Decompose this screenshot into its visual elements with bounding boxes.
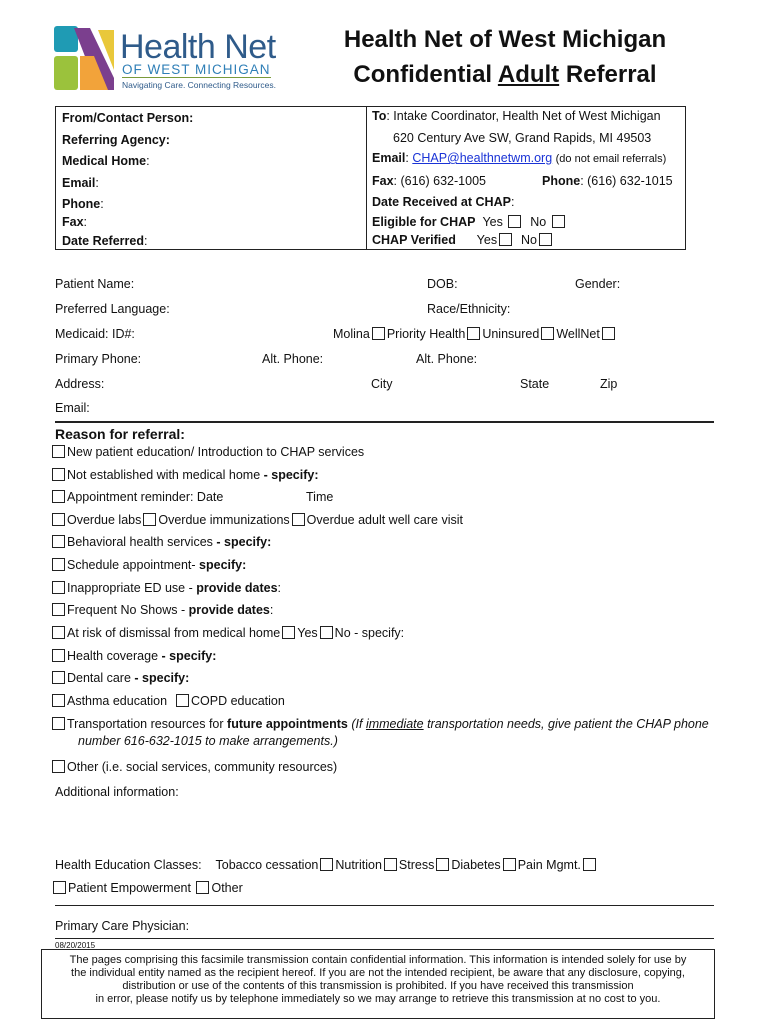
city-label[interactable]: City [371, 377, 393, 391]
verified-no-checkbox[interactable] [539, 233, 552, 246]
nutrition-checkbox[interactable] [384, 858, 397, 871]
reason-3-checkbox[interactable] [52, 490, 65, 503]
from-contact-label[interactable]: From/Contact Person: [62, 111, 194, 125]
logo-name-line1: Health Net [120, 28, 276, 66]
pcp-label[interactable]: Primary Care Physician: [55, 919, 190, 933]
title-pre: Confidential [353, 61, 498, 88]
reason-row-2: Not established with medical home - specify: [50, 468, 319, 482]
priority-health-checkbox[interactable] [467, 327, 480, 340]
uninsured-checkbox[interactable] [541, 327, 554, 340]
reason-row-9: At risk of dismissal from medical home Yes No - specify: [50, 626, 404, 640]
table-divider [366, 107, 367, 249]
date-referred-label[interactable]: Date Referred: [62, 234, 148, 248]
dismissal-no-checkbox[interactable] [320, 626, 333, 639]
patient-email-label[interactable]: Email: [55, 401, 90, 415]
reason-7-checkbox[interactable] [52, 581, 65, 594]
document-title [300, 22, 710, 92]
reason-6-checkbox[interactable] [52, 558, 65, 571]
reason-2-checkbox[interactable] [52, 468, 65, 481]
reason-14-checkbox[interactable] [52, 760, 65, 773]
gender-label[interactable]: Gender: [575, 277, 621, 291]
medicaid-label[interactable]: Medicaid: ID#: [55, 327, 135, 341]
classes-row-1: Health Education Classes: Tobacco cessation Nutrition Stress Diabetes Pain Mgmt. [55, 858, 598, 872]
eligible-yes-checkbox[interactable] [508, 215, 521, 228]
reason-row-6: Schedule appointment- specify: [50, 558, 246, 572]
reason-row-7: Inappropriate ED use - provide dates: [50, 581, 281, 595]
date-received-line[interactable]: Date Received at CHAP: [372, 195, 515, 209]
classes-row-2: Patient Empowerment Other [51, 881, 243, 895]
reason-row-1: New patient education/ Introduction to CHAP services [50, 445, 364, 459]
additional-info-label[interactable]: Additional information: [55, 785, 179, 799]
alt-phone-label-2[interactable]: Alt. Phone: [416, 352, 478, 366]
chap-email-link[interactable]: CHAP@healthnetwm.org [412, 151, 553, 165]
confidentiality-notice [41, 949, 715, 1019]
logo-mark-icon [54, 26, 116, 92]
reason-5-checkbox[interactable] [52, 535, 65, 548]
contact-table [55, 106, 686, 250]
reason-row-4: Overdue labs Overdue immunizations Overdue adult well care visit [50, 513, 463, 527]
reason-row-14: Other (i.e. social services, community resources) [50, 760, 337, 774]
logo-name-line2: OF WEST MICHIGAN [122, 62, 271, 77]
wellnet-checkbox[interactable] [602, 327, 615, 340]
medical-home-label[interactable]: Medical Home: [62, 154, 150, 168]
notice-line-1: The pages comprising this facsimile transmission contain confidential information. This information is intended solely for use by [69, 954, 687, 966]
reason-13-checkbox[interactable] [52, 717, 65, 730]
reason-8-checkbox[interactable] [52, 603, 65, 616]
reason-heading: Reason for referral: [55, 426, 185, 442]
reason-row-13: Transportation resources for future appointments (If immediate transportation needs, give patient the CHAP phone [50, 717, 709, 731]
other-class-checkbox[interactable] [196, 881, 209, 894]
overdue-immunizations-checkbox[interactable] [143, 513, 156, 526]
stress-checkbox[interactable] [436, 858, 449, 871]
title-line1: Health Net of West Michigan [343, 26, 667, 53]
to-address: 620 Century Ave SW, Grand Rapids, MI 49503 [393, 131, 652, 145]
pcp-underline [55, 938, 714, 939]
overdue-labs-checkbox[interactable] [52, 513, 65, 526]
verified-yes-checkbox[interactable] [499, 233, 512, 246]
empowerment-checkbox[interactable] [53, 881, 66, 894]
reason-11-checkbox[interactable] [52, 671, 65, 684]
health-net-logo [54, 26, 284, 94]
notice-line-4: in error, please notify us by telephone immediately so we may arrange to retrieve this transmission at no cost to you. [95, 993, 661, 1005]
primary-phone-label[interactable]: Primary Phone: [55, 352, 142, 366]
email-note: (do not email referrals) [555, 153, 667, 165]
email-label[interactable]: Email: [62, 176, 99, 190]
reason-row-12: Asthma education COPD education [50, 694, 285, 708]
phone-line: Phone: (616) 632-1015 [542, 174, 673, 188]
verified-line: CHAP Verified Yes No [372, 233, 554, 247]
reason-3-time: Time [306, 490, 334, 504]
reason-row-11: Dental care - specify: [50, 671, 189, 685]
fax-line: Fax: (616) 632-1005 [372, 174, 486, 188]
state-label[interactable]: State [520, 377, 550, 391]
reason-row-5: Behavioral health services - specify: [50, 535, 271, 549]
language-label[interactable]: Preferred Language: [55, 302, 170, 316]
reason-10-checkbox[interactable] [52, 649, 65, 662]
dismissal-yes-checkbox[interactable] [282, 626, 295, 639]
phone-label[interactable]: Phone: [62, 197, 104, 211]
reason-row-8: Frequent No Shows - provide dates: [50, 603, 273, 617]
dob-label[interactable]: DOB: [427, 277, 458, 291]
zip-label[interactable]: Zip [600, 377, 618, 391]
fax-label[interactable]: Fax: [62, 215, 88, 229]
insurance-options: Molina Priority Health Uninsured WellNet [333, 327, 617, 341]
form-date-code: 08/20/2015 [55, 941, 96, 950]
section-divider [55, 421, 714, 423]
email-line: Email: CHAP@healthnetwm.org (do not email referrals) [372, 151, 667, 165]
tobacco-checkbox[interactable] [320, 858, 333, 871]
overdue-well-care-checkbox[interactable] [292, 513, 305, 526]
eligible-no-checkbox[interactable] [552, 215, 565, 228]
notice-line-3: distribution or use of the contents of this transmission is prohibited. If you have received this transmission [122, 980, 634, 992]
notice-line-2: the individual entity named as the recipient hereof. If you are not the intended recipient, be aware that any disclosure, copying, [71, 967, 685, 979]
alt-phone-label-1[interactable]: Alt. Phone: [262, 352, 324, 366]
diabetes-checkbox[interactable] [503, 858, 516, 871]
reason-row-10: Health coverage - specify: [50, 649, 216, 663]
reason-row-3: Appointment reminder: Date [50, 490, 223, 504]
reason-13-note: number 616-632-1015 to make arrangements.) [78, 734, 338, 748]
reason-9-checkbox[interactable] [52, 626, 65, 639]
address-label[interactable]: Address: [55, 377, 105, 391]
eligible-line: Eligible for CHAP Yes No [372, 215, 567, 229]
copd-checkbox[interactable] [176, 694, 189, 707]
title-post: Referral [559, 61, 657, 88]
race-label[interactable]: Race/Ethnicity: [427, 302, 511, 316]
molina-checkbox[interactable] [372, 327, 385, 340]
pcp-divider [55, 905, 714, 906]
title-adult: Adult [497, 61, 560, 88]
pain-mgmt-checkbox[interactable] [583, 858, 596, 871]
title-line2 [300, 57, 710, 92]
reason-1-checkbox[interactable] [52, 445, 65, 458]
logo-tagline: Navigating Care. Connecting Resources. [122, 80, 277, 90]
asthma-checkbox[interactable] [52, 694, 65, 707]
to-line: To: Intake Coordinator, Health Net of West Michigan [372, 109, 661, 123]
patient-name-label[interactable]: Patient Name: [55, 277, 135, 291]
referring-agency-label[interactable]: Referring Agency: [62, 133, 170, 147]
